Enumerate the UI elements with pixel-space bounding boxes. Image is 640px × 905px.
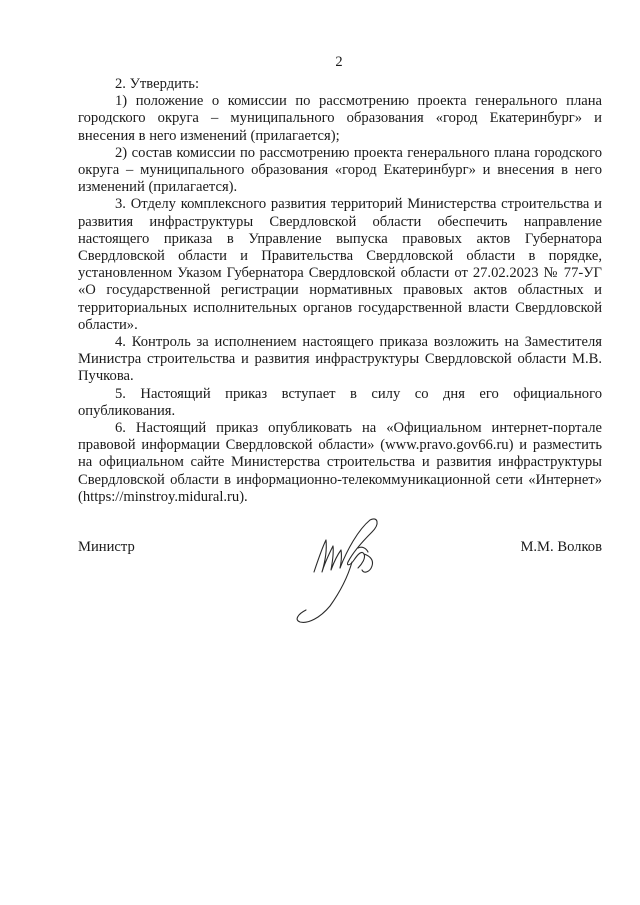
document-body — [78, 76, 602, 506]
paragraph-5-effective-date: 5. Настоящий приказ вступает в силу со дня его официального опубликования. — [78, 385, 602, 419]
paragraph-approve-item-1: 1) положение о комиссии по рассмотрению проекта генерального плана городского округа – муниципального образования «город Екатеринбург» и внесения в него изменений (прилагается); — [78, 93, 602, 144]
paragraph-3-registration: 3. Отделу комплексного развития территорий Министерства строительства и развития инфраструктуры Свердловской области обеспечить направление настоящего приказа в Управление выпуска правовых актов Губернатора Свердловской области и Правительства Свердловской области в порядке, установленном Указом Губернатора Свердловской области от 27.02.2023 № 77-УГ «О государственной регистрации нормативных правовых актов областных и территориальных исполнительных органов государственной власти Свердловской области». — [78, 196, 602, 333]
paragraph-approve-heading: 2. Утвердить: — [115, 76, 200, 92]
paragraph-4-control: 4. Контроль за исполнением настоящего приказа возложить на Заместителя Министра строительства и развития инфраструктуры Свердловской области М.В. Пучкова. — [78, 334, 602, 385]
handwritten-signature — [292, 510, 387, 630]
paragraph-approve-item-2: 2) состав комиссии по рассмотрению проекта генерального плана городского округа – муниципального образования «город Екатеринбург» и внесения в него изменений (прилагается). — [78, 144, 602, 196]
signer-position: Министр — [78, 539, 135, 555]
signer-name: М.М. Волков — [520, 539, 602, 555]
page-number: 2 — [335, 54, 343, 70]
paragraph-6-publication: 6. Настоящий приказ опубликовать на «Официальном интернет-портале правовой информации Свердловской области» (www.pravo.gov66.ru) и разместить на официальном сайте Министерства строительства и развития инфраструктуры Свердловской области в информационно-телекоммуникационной сети «Интернет» (https://minstroy.midural.ru). — [78, 420, 602, 505]
